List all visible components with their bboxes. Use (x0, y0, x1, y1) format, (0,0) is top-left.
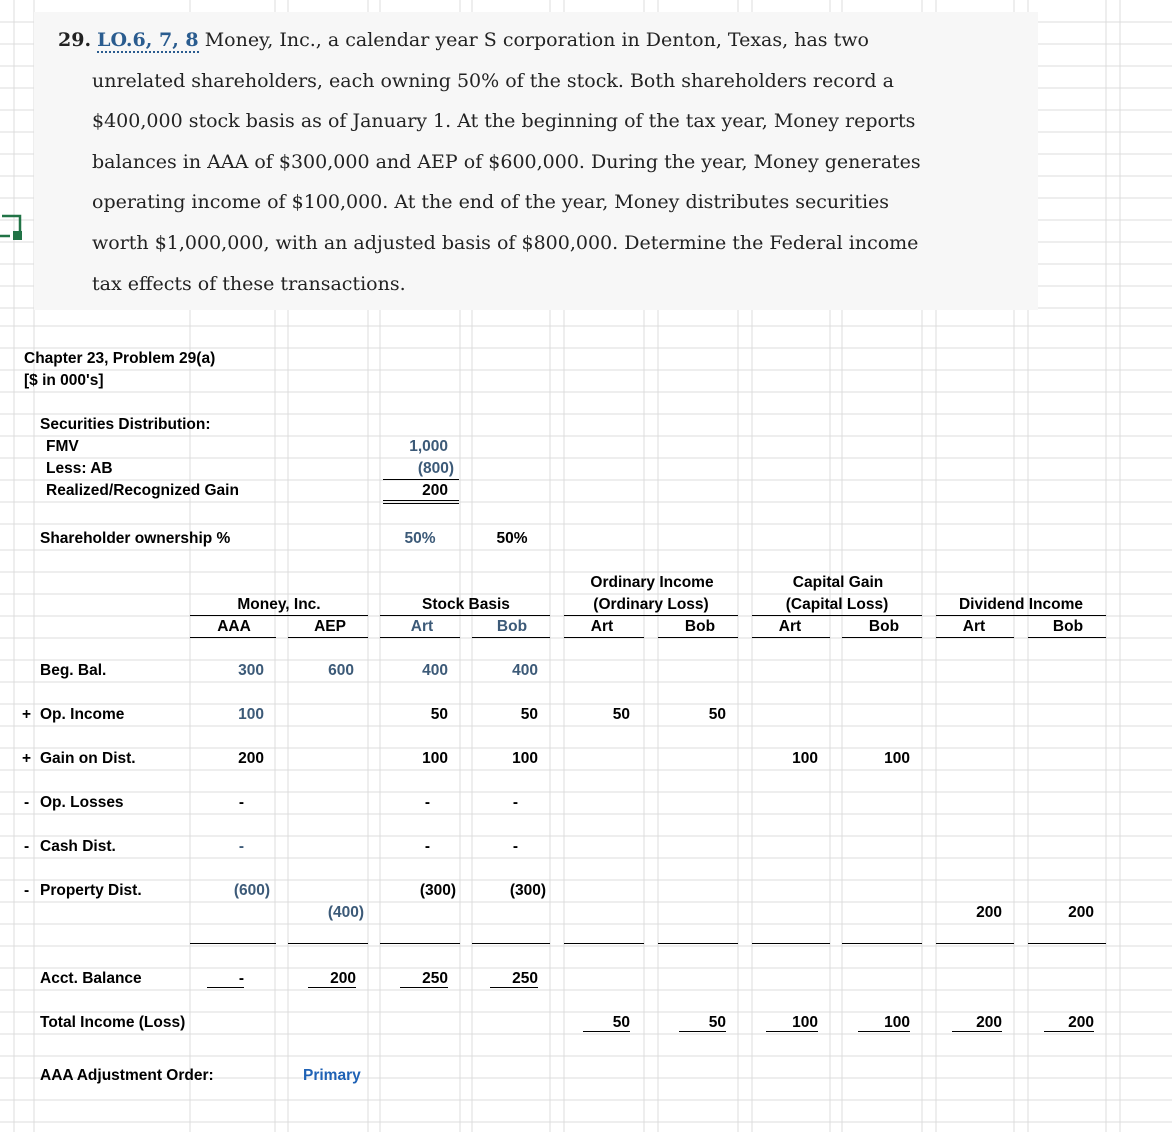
problem-first-line (58, 20, 1018, 61)
total-div-bob: 200 (1044, 1014, 1094, 1032)
op-losses-aaa: - (238, 794, 244, 811)
header-stock-bob: Bob (496, 618, 528, 635)
op-income-oi-art: 50 (612, 706, 630, 723)
row-label-gain-on-dist: Gain on Dist. (40, 750, 136, 767)
total-oi-bob: 50 (679, 1014, 726, 1032)
learning-objective-link[interactable]: LO.6, 7, 8 (97, 29, 199, 51)
row-label-op-income: Op. Income (40, 706, 125, 723)
header-rule (564, 637, 644, 638)
acct-sb-art: 250 (400, 970, 448, 988)
aaa-order-label: AAA Adjustment Order: (40, 1067, 214, 1084)
subtotal-rule (842, 943, 922, 944)
beg-sb-art: 400 (422, 662, 448, 679)
header-rule (380, 637, 460, 638)
total-div-art-wrap (940, 1014, 1002, 1032)
ownership-bob: 50% (496, 530, 528, 547)
problem-number: 29. (58, 29, 92, 51)
header-rule (658, 637, 738, 638)
property-div-art: 200 (976, 904, 1002, 921)
header-ordinary-income: Ordinary Income (590, 574, 714, 591)
row-sign: - (24, 882, 30, 899)
beg-aaa: 300 (238, 662, 264, 679)
acct-aaa-wrap (200, 970, 244, 988)
row-label-cash-dist: Cash Dist. (40, 838, 116, 855)
subtotal-rule (472, 943, 550, 944)
total-div-bob-wrap (1032, 1014, 1094, 1032)
header-rule (288, 637, 368, 638)
total-cg-bob-wrap (846, 1014, 910, 1032)
gain-value: 200 (422, 482, 448, 499)
op-losses-sb-art: - (424, 794, 430, 811)
header-rule (936, 637, 1014, 638)
op-income-oi-bob: 50 (708, 706, 726, 723)
ab-value: (800) (417, 460, 454, 477)
acct-aep: 200 (308, 970, 356, 988)
header-cg-bob: Bob (868, 618, 900, 635)
property-div-bob: 200 (1068, 904, 1094, 921)
problem-line: operating income of $100,000. At the end of the year, Money distributes securities (92, 191, 890, 214)
total-cg-art: 100 (766, 1014, 818, 1032)
gain-cg-bob: 100 (884, 750, 910, 767)
acct-sb-bob-wrap (474, 970, 538, 988)
header-rule (190, 637, 276, 638)
header-rule (380, 615, 550, 616)
beg-aep: 600 (328, 662, 354, 679)
subtotal-rule (564, 943, 644, 944)
total-cg-art-wrap (756, 1014, 818, 1032)
subtotal-rule (752, 943, 830, 944)
header-dividend-income: Dividend Income (958, 596, 1084, 613)
subtotal-rule (190, 943, 276, 944)
header-capital-gain: Capital Gain (792, 574, 884, 591)
row-sign: - (24, 794, 30, 811)
op-losses-sb-bob: - (512, 794, 518, 811)
selection-marker-icon (0, 214, 34, 240)
securities-heading: Securities Distribution: (40, 416, 211, 433)
header-money-inc: Money, Inc. (237, 596, 321, 613)
header-rule (564, 615, 738, 616)
subtotal-rule (288, 943, 368, 944)
subtotal-rule (380, 943, 460, 944)
op-income-sb-bob: 50 (520, 706, 538, 723)
sheet-units: [$ in 000's] (24, 372, 104, 389)
row-sign: + (22, 706, 32, 723)
header-aep: AEP (314, 618, 346, 635)
property-aep: (400) (327, 904, 364, 921)
total-oi-bob-wrap (664, 1014, 726, 1032)
total-double-rule (383, 500, 459, 504)
total-div-art: 200 (952, 1014, 1002, 1032)
gain-sb-art: 100 (422, 750, 448, 767)
acct-aep-wrap (290, 970, 356, 988)
header-oi-art: Art (590, 618, 614, 635)
acct-sb-bob: 250 (490, 970, 538, 988)
subtotal-rule (658, 943, 738, 944)
row-sign: + (22, 750, 32, 767)
total-oi-art: 50 (583, 1014, 630, 1032)
beg-sb-bob: 400 (512, 662, 538, 679)
property-sb-art: (300) (419, 882, 456, 899)
problem-line: unrelated shareholders, each owning 50% of the stock. Both shareholders record a (92, 69, 894, 92)
header-rule (752, 637, 830, 638)
subtotal-rule (936, 943, 1014, 944)
total-oi-art-wrap (570, 1014, 630, 1032)
ownership-art: 50% (404, 530, 436, 547)
property-sb-bob: (300) (509, 882, 546, 899)
header-stock-basis: Stock Basis (422, 596, 510, 613)
gain-sb-bob: 100 (512, 750, 538, 767)
header-div-bob: Bob (1052, 618, 1084, 635)
row-label-property-dist: Property Dist. (40, 882, 142, 899)
fmv-label: FMV (46, 438, 79, 455)
sheet-title: Chapter 23, Problem 29(a) (24, 350, 216, 367)
cash-sb-art: - (424, 838, 430, 855)
header-rule (472, 637, 550, 638)
header-rule (190, 615, 368, 616)
acct-sb-art-wrap (382, 970, 448, 988)
cash-aaa: - (238, 838, 244, 855)
header-aaa: AAA (217, 618, 251, 635)
header-rule (752, 615, 922, 616)
op-income-aaa: 100 (238, 706, 264, 723)
row-label-acct-balance: Acct. Balance (40, 970, 142, 987)
problem-line: balances in AAA of $300,000 and AEP of $600,000. During the year, Money generates (92, 150, 921, 173)
header-rule (1028, 637, 1106, 638)
property-aaa: (600) (233, 882, 270, 899)
header-cg-art: Art (778, 618, 802, 635)
gain-aaa: 200 (238, 750, 264, 767)
ownership-label: Shareholder ownership % (40, 530, 231, 547)
row-label-beg-bal: Beg. Bal. (40, 662, 107, 679)
row-sign: - (24, 838, 30, 855)
problem-line: tax effects of these transactions. (92, 272, 406, 295)
header-ordinary-loss: (Ordinary Loss) (593, 596, 709, 613)
gain-label: Realized/Recognized Gain (46, 482, 239, 499)
subtotal-rule (1028, 943, 1106, 944)
fmv-value: 1,000 (409, 438, 448, 455)
problem-line: worth $1,000,000, with an adjusted basis of $800,000. Determine the Federal income (92, 231, 919, 254)
op-income-sb-art: 50 (430, 706, 448, 723)
header-stock-art: Art (410, 618, 434, 635)
row-label-op-losses: Op. Losses (40, 794, 124, 811)
acct-aaa: - (207, 970, 244, 988)
subtotal-rule (383, 479, 459, 480)
header-rule (936, 615, 1106, 616)
problem-line: $400,000 stock basis as of January 1. At the beginning of the tax year, Money reports (92, 110, 916, 133)
aaa-order-value: Primary (303, 1067, 361, 1084)
gain-cg-art: 100 (792, 750, 818, 767)
header-div-art: Art (962, 618, 986, 635)
problem-statement (58, 20, 1018, 304)
ab-label: Less: AB (46, 460, 113, 477)
header-capital-loss: (Capital Loss) (785, 596, 889, 613)
cash-sb-bob: - (512, 838, 518, 855)
row-label-total-income: Total Income (Loss) (40, 1014, 186, 1031)
header-rule (842, 637, 922, 638)
total-cg-bob: 100 (858, 1014, 910, 1032)
header-oi-bob: Bob (684, 618, 716, 635)
problem-line: Money, Inc., a calendar year S corporation in Denton, Texas, has two (204, 29, 869, 51)
